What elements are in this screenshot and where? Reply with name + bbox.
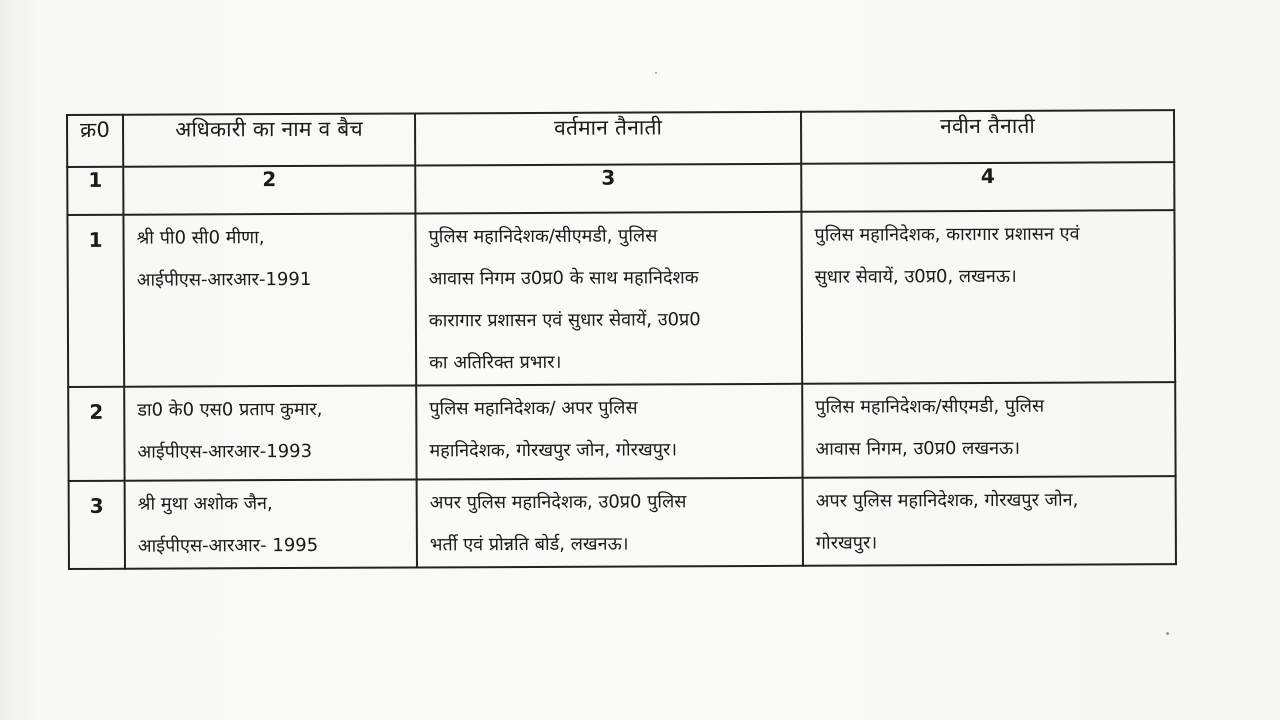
new-posting-cell bbox=[801, 210, 1175, 384]
column-number: 4 bbox=[801, 162, 1174, 212]
new-posting-line: पुलिस महानिदेशक/सीएमडी, पुलिस bbox=[815, 395, 1045, 418]
current-posting-line: पुलिस महानिदेशक/सीएमडी, पुलिस bbox=[428, 225, 658, 248]
table-row bbox=[67, 210, 1175, 387]
paper-speck bbox=[655, 72, 657, 74]
current-posting-line: महानिदेशक, गोरखपुर जोन, गोरखपुर। bbox=[429, 439, 678, 462]
current-posting-line: अपर पुलिस महानिदेशक, उ0प्र0 पुलिस bbox=[429, 491, 687, 514]
header-new-posting: नवीन तैनाती bbox=[801, 110, 1174, 164]
header-serial: क्र0 bbox=[67, 115, 123, 167]
header-current-posting: वर्तमान तैनाती bbox=[415, 112, 801, 166]
officer-transfer-table bbox=[66, 109, 1177, 570]
row-serial: 2 bbox=[68, 387, 124, 481]
officer-batch: आईपीएस-आरआर- 1995 bbox=[137, 534, 319, 557]
new-posting-line: पुलिस महानिदेशक, कारागार प्रशासन एवं bbox=[814, 223, 1080, 246]
paper-speck bbox=[1166, 632, 1169, 635]
officer-name: डा0 के0 एस0 प्रताप कुमार, bbox=[137, 398, 323, 421]
column-number: 3 bbox=[415, 164, 801, 214]
new-posting-line: अपर पुलिस महानिदेशक, गोरखपुर जोन, bbox=[815, 489, 1079, 512]
current-posting-line: पुलिस महानिदेशक/ अपर पुलिस bbox=[429, 397, 638, 420]
table-row bbox=[69, 476, 1176, 569]
table-row bbox=[68, 382, 1175, 481]
officer-cell bbox=[125, 479, 417, 568]
current-posting-cell bbox=[417, 478, 803, 568]
table-header-row bbox=[67, 110, 1174, 167]
officer-name: श्री पी0 सी0 मीणा, bbox=[136, 227, 265, 249]
current-posting-line: भर्ती एवं प्रोन्नति बोर्ड, लखनऊ। bbox=[429, 533, 629, 556]
row-serial: 3 bbox=[69, 481, 125, 569]
column-number: 1 bbox=[67, 167, 123, 215]
column-number-row bbox=[67, 162, 1174, 215]
new-posting-line: गोरखपुर। bbox=[815, 532, 878, 554]
current-posting-line: का अतिरिक्त प्रभार। bbox=[429, 351, 562, 374]
current-posting-cell bbox=[415, 212, 802, 386]
new-posting-line: सुधार सेवायें, उ0प्र0, लखनऊ। bbox=[814, 265, 1017, 288]
column-number: 2 bbox=[123, 165, 415, 214]
header-officer-name-batch: अधिकारी का नाम व बैच bbox=[123, 113, 415, 166]
row-serial: 1 bbox=[67, 215, 124, 387]
officer-name: श्री मुथा अशोक जैन, bbox=[137, 493, 273, 515]
new-posting-cell bbox=[802, 382, 1175, 478]
officer-batch: आईपीएस-आरआर-1993 bbox=[137, 440, 313, 463]
current-posting-line: कारागार प्रशासन एवं सुधार सेवायें, उ0प्र0 bbox=[428, 309, 701, 332]
officer-cell bbox=[124, 385, 416, 480]
new-posting-line: आवास निगम, उ0प्र0 लखनऊ। bbox=[815, 437, 1021, 460]
current-posting-cell bbox=[416, 384, 802, 480]
new-posting-cell bbox=[803, 476, 1176, 566]
current-posting-line: आवास निगम उ0प्र0 के साथ महानिदेशक bbox=[428, 267, 699, 290]
officer-cell bbox=[123, 213, 416, 386]
officer-batch: आईपीएस-आरआर-1991 bbox=[136, 268, 312, 291]
